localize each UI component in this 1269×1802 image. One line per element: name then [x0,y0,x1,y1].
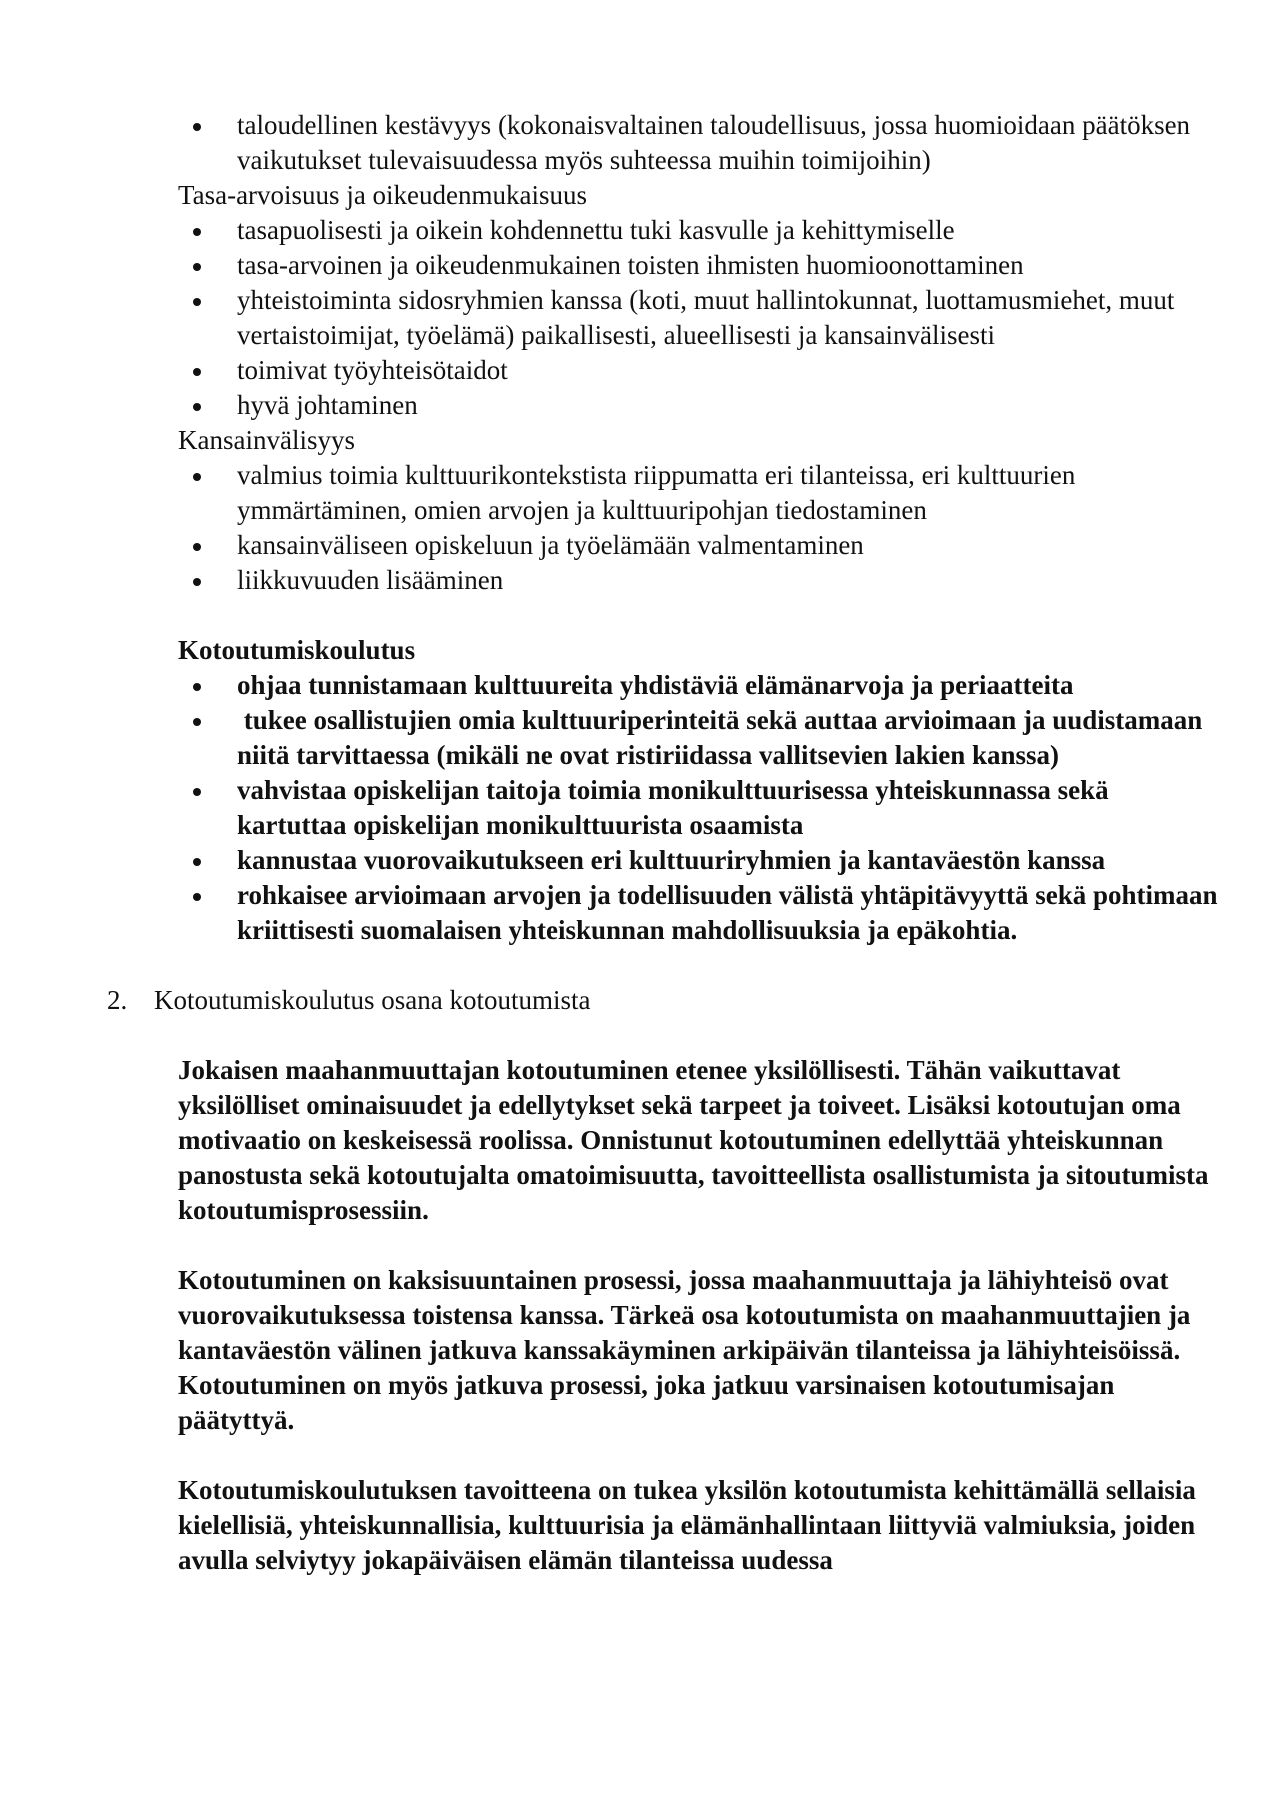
body-text [178,1053,1218,1578]
bullet-icon [193,578,201,586]
list-item: yhteistoiminta sidosryhmien kanssa (koti, muut hallintokunnat, luottamusmiehet, muut vertaistoimijat, työelämä) paikallisesti, alueellisesti ja kansainvälisesti [178,283,1218,353]
bullet-icon [193,123,201,131]
bullet-icon [193,893,201,901]
list-item: valmius toimia kulttuurikontekstista riippumatta eri tilanteissa, eri kulttuurien ymmärtäminen, omien arvojen ja kulttuuripohjan tiedostaminen [178,458,1218,528]
paragraph: Kotoutuminen on kaksisuuntainen prosessi, jossa maahanmuuttaja ja lähiyhteisö ovat vuorovaikutuksessa toistensa kanssa. Tärkeä osa kotoutumista on maahanmuuttajien ja kantaväestön välinen jatkuva kanssakäyminen arkipäivän tilanteissa ja lähiyhteisöissä. Kotoutuminen on myös jatkuva prosessi, joka jatkuu varsinaisen kotoutumisajan päätyttyä. [178,1265,1191,1435]
list-kansainvalisyys [178,458,1218,598]
bullet-icon [193,683,201,691]
bullet-icon [193,368,201,376]
list-item: tukee osallistujien omia kulttuuriperinteitä sekä auttaa arvioimaan ja uudistamaan niitä tarvittaessa (mikäli ne ovat ristiriidassa vallitsevien lakien kanssa) [178,703,1218,773]
list-item: ohjaa tunnistamaan kulttuureita yhdistäviä elämänarvoja ja periaatteita [178,668,1218,703]
page-content [107,108,1218,1578]
bullet-icon [193,718,201,726]
kotoutumiskoulutus-block [178,633,1218,948]
bullet-icon [193,263,201,271]
list-item: kansainväliseen opiskeluun ja työelämään valmentaminen [178,528,1218,563]
list-item: toimivat työyhteisötaidot [178,353,1218,388]
list-item: tasa-arvoinen ja oikeudenmukainen toisten ihmisten huomioonottaminen [178,248,1218,283]
bullet-icon [193,788,201,796]
list-economic [178,108,1218,178]
list-item: rohkaisee arvioimaan arvojen ja todellisuuden välistä yhtäpitävyyttä sekä pohtimaan kriittisesti suomalaisen yhteiskunnan mahdollisuuksia ja epäkohtia. [178,878,1218,948]
spacer [178,598,1218,633]
bullet-icon [193,543,201,551]
bullet-icon [193,228,201,236]
section-heading [107,983,1218,1018]
spacer [178,948,1218,983]
list-item: vahvistaa opiskelijan taitoja toimia monikulttuurisessa yhteiskunnassa sekä kartuttaa opiskelijan monikulttuurista osaamista [178,773,1218,843]
list-item: tasapuolisesti ja oikein kohdennettu tuki kasvulle ja kehittymiselle [178,213,1218,248]
bullet-icon [193,473,201,481]
spacer [178,1228,1218,1263]
spacer [178,1438,1218,1473]
paragraph: Kotoutumiskoulutuksen tavoitteena on tukea yksilön kotoutumista kehittämällä sellaisia kielellisiä, yhteiskunnallisia, kulttuurisia ja elämänhallintaan liittyviä valmiuksia, joiden avulla selviytyy jokapäiväisen elämän tilanteissa uudessa [178,1475,1196,1575]
bullet-icon [193,298,201,306]
list-item: taloudellinen kestävyys (kokonaisvaltainen taloudellisuus, jossa huomioidaan päätöksen vaikutukset tulevaisuudessa myös suhteessa muihin toimijoihin) [178,108,1218,178]
list-item: kannustaa vuorovaikutukseen eri kulttuuriryhmien ja kantaväestön kanssa [178,843,1218,878]
heading-kotoutumiskoulutus: Kotoutumiskoulutus [178,635,416,665]
list-item: liikkuvuuden lisääminen [178,563,1218,598]
heading-tasa-arvoisuus: Tasa-arvoisuus ja oikeudenmukaisuus [178,180,588,210]
section-title: Kotoutumiskoulutus osana kotoutumista [154,985,591,1015]
list-kotoutumiskoulutus [178,668,1218,948]
section-number: 2. [107,985,128,1015]
bullet-icon [193,403,201,411]
list-tasa-arvoisuus [178,213,1218,423]
heading-kansainvalisyys: Kansainvälisyys [178,425,355,455]
bullet-icon [193,858,201,866]
list-item: hyvä johtaminen [178,388,1218,423]
spacer [178,1018,1218,1053]
paragraph: Jokaisen maahanmuuttajan kotoutuminen etenee yksilöllisesti. Tähän vaikuttavat yksilölliset ominaisuudet ja edellytykset sekä tarpeet ja toiveet. Lisäksi kotoutujan oma motivaatio on keskeisessä roolissa. Onnistunut kotoutuminen edellyttää yhteiskunnan panostusta sekä kotoutujalta omatoimisuutta, tavoitteellista osallistumista ja sitoutumista kotoutumisprosessiin. [178,1055,1209,1225]
